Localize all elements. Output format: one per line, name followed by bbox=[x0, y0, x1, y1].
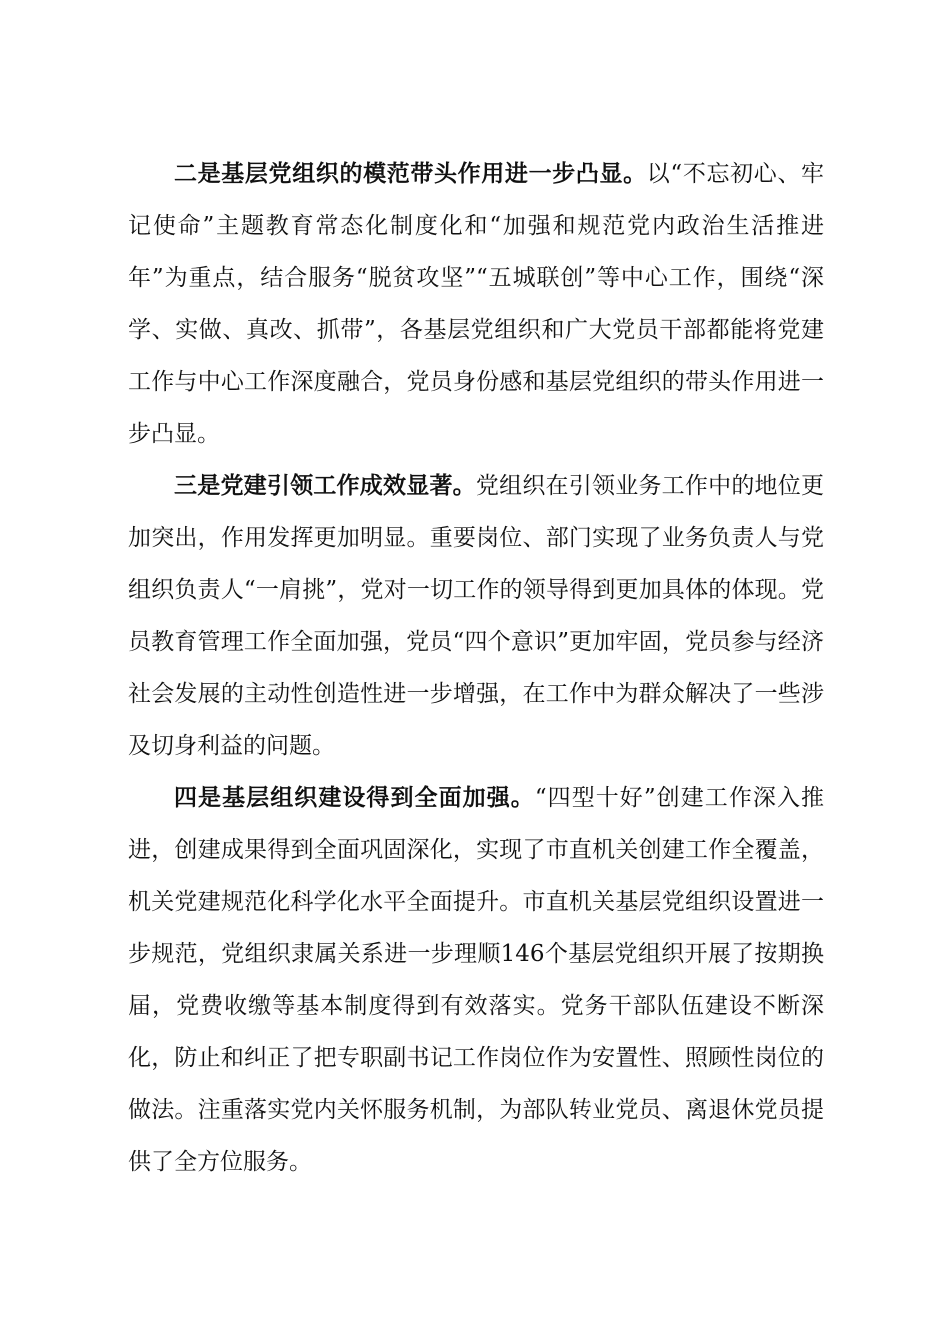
paragraph-3-lead: 三是党建引领工作成效显著。 bbox=[174, 473, 476, 499]
document-body bbox=[128, 148, 824, 1188]
paragraph-4 bbox=[128, 772, 824, 1188]
paragraph-4-lead: 四是基层组织建设得到全面加强。 bbox=[174, 785, 535, 811]
paragraph-2-lead: 二是基层党组织的模范带头作用进一步凸显。 bbox=[174, 161, 647, 187]
paragraph-2-text: 以“不忘初心、牢记使命”主题教育常态化制度化和“加强和规范党内政治生活推进年”为重点，结合服务“脱贫攻坚”“五城联创”等中心工作，围绕“深学、实做、真改、抓带”，各基层党组织和广大党员干部都能将党建工作与中心工作深度融合，党员身份感和基层党组织的带头作用进一步凸显。 bbox=[128, 161, 825, 447]
paragraph-3 bbox=[128, 460, 824, 772]
paragraph-2 bbox=[128, 148, 824, 460]
paragraph-4-text: “四型十好”创建工作深入推进，创建成果得到全面巩固深化，实现了市直机关创建工作全覆盖，机关党建规范化科学化水平全面提升。市直机关基层党组织设置进一步规范，党组织隶属关系进一步理顺146个基层党组织开展了按期换届，党费收缴等基本制度得到有效落实。党务干部队伍建设不断深化，防止和纠正了把专职副书记工作岗位作为安置性、照顾性岗位的做法。注重落实党内关怀服务机制，为部队转业党员、离退休党员提供了全方位服务。 bbox=[128, 785, 824, 1175]
paragraph-3-text: 党组织在引领业务工作中的地位更加突出，作用发挥更加明显。重要岗位、部门实现了业务负责人与党组织负责人“一肩挑”，党对一切工作的领导得到更加具体的体现。党员教育管理工作全面加强，党员“四个意识”更加牢固，党员参与经济社会发展的主动性创造性进一步增强，在工作中为群众解决了一些涉及切身利益的问题。 bbox=[128, 473, 825, 759]
